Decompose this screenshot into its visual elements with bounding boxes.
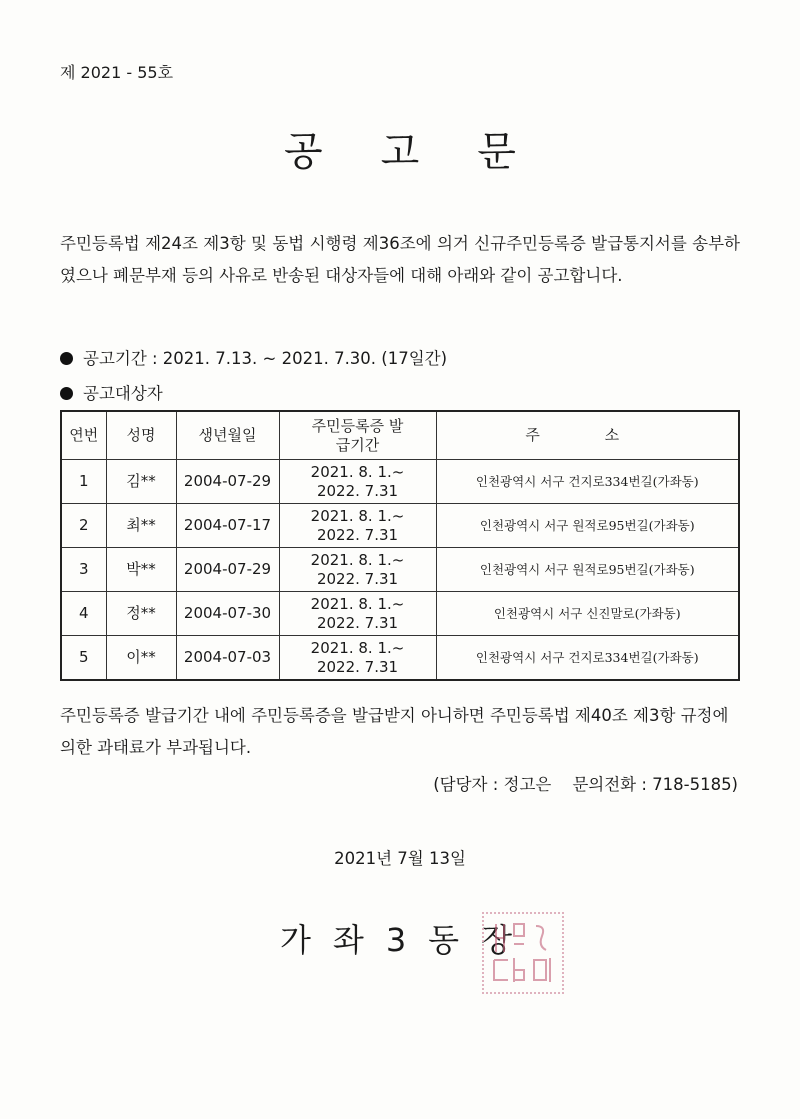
notice-date: 2021년 7월 13일 bbox=[334, 849, 466, 868]
header-address: 주 소 bbox=[436, 411, 739, 460]
row-birth-date: 2004-07-29 bbox=[176, 548, 279, 592]
row-number: 1 bbox=[61, 460, 106, 504]
contact-info: (담당자 : 정고은 문의전화 : 718-5185) bbox=[433, 775, 738, 794]
table-row bbox=[61, 504, 739, 548]
table-row bbox=[61, 460, 739, 504]
closing-paragraph: 주민등록증 발급기간 내에 주민등록증을 발급받지 아니하면 주민등록법 제40조 제3항 규정에 의한 과태료가 부과됩니다. bbox=[60, 706, 729, 757]
bullet-icon bbox=[60, 387, 73, 400]
table-row bbox=[61, 636, 739, 681]
row-address: 인천광역시 서구 원적로95번길(가좌동) bbox=[436, 504, 739, 548]
row-name: 이** bbox=[106, 636, 176, 681]
intro-paragraph: 주민등록법 제24조 제3항 및 동법 시행령 제36조에 의거 신규주민등록증 발급통지서를 송부하였으나 폐문부재 등의 사유로 반송된 대상자들에 대해 아래와 같이 공고합니다. bbox=[60, 234, 740, 285]
targets-table bbox=[60, 410, 740, 681]
header-name: 성명 bbox=[106, 411, 176, 460]
table-row bbox=[61, 592, 739, 636]
targets-heading-text: 공고대상자 bbox=[83, 384, 163, 403]
row-number: 2 bbox=[61, 504, 106, 548]
table-row bbox=[61, 548, 739, 592]
signer-title: 가좌3동장 bbox=[280, 921, 535, 959]
row-birth-date: 2004-07-29 bbox=[176, 460, 279, 504]
official-seal-icon bbox=[482, 912, 564, 994]
notice-period-text: 공고기간 : 2021. 7.13. ~ 2021. 7.30. (17일간) bbox=[83, 349, 448, 368]
row-address: 인천광역시 서구 원적로95번길(가좌동) bbox=[436, 548, 739, 592]
document-number: 제 2021 - 55호 bbox=[60, 63, 174, 82]
row-issue-period: 2021. 8. 1.~ 2022. 7.31 bbox=[279, 504, 436, 548]
row-number: 4 bbox=[61, 592, 106, 636]
row-birth-date: 2004-07-03 bbox=[176, 636, 279, 681]
row-number: 3 bbox=[61, 548, 106, 592]
row-birth-date: 2004-07-30 bbox=[176, 592, 279, 636]
header-no: 연번 bbox=[61, 411, 106, 460]
row-issue-period: 2021. 8. 1.~ 2022. 7.31 bbox=[279, 460, 436, 504]
targets-heading bbox=[60, 380, 163, 404]
row-name: 박** bbox=[106, 548, 176, 592]
row-name: 정** bbox=[106, 592, 176, 636]
row-number: 5 bbox=[61, 636, 106, 681]
row-address: 인천광역시 서구 건지로334번길(가좌동) bbox=[436, 636, 739, 681]
row-address: 인천광역시 서구 신진말로(가좌동) bbox=[436, 592, 739, 636]
row-address: 인천광역시 서구 건지로334번길(가좌동) bbox=[436, 460, 739, 504]
table-header-row bbox=[61, 411, 739, 460]
row-issue-period: 2021. 8. 1.~ 2022. 7.31 bbox=[279, 592, 436, 636]
row-name: 김** bbox=[106, 460, 176, 504]
row-issue-period: 2021. 8. 1.~ 2022. 7.31 bbox=[279, 548, 436, 592]
bullet-icon bbox=[60, 352, 73, 365]
document-title: 공고문 bbox=[284, 129, 574, 175]
notice-period bbox=[60, 345, 447, 369]
row-birth-date: 2004-07-17 bbox=[176, 504, 279, 548]
row-name: 최** bbox=[106, 504, 176, 548]
header-period: 주민등록증 발급기간 bbox=[279, 411, 436, 460]
header-birth: 생년월일 bbox=[176, 411, 279, 460]
row-issue-period: 2021. 8. 1.~ 2022. 7.31 bbox=[279, 636, 436, 681]
